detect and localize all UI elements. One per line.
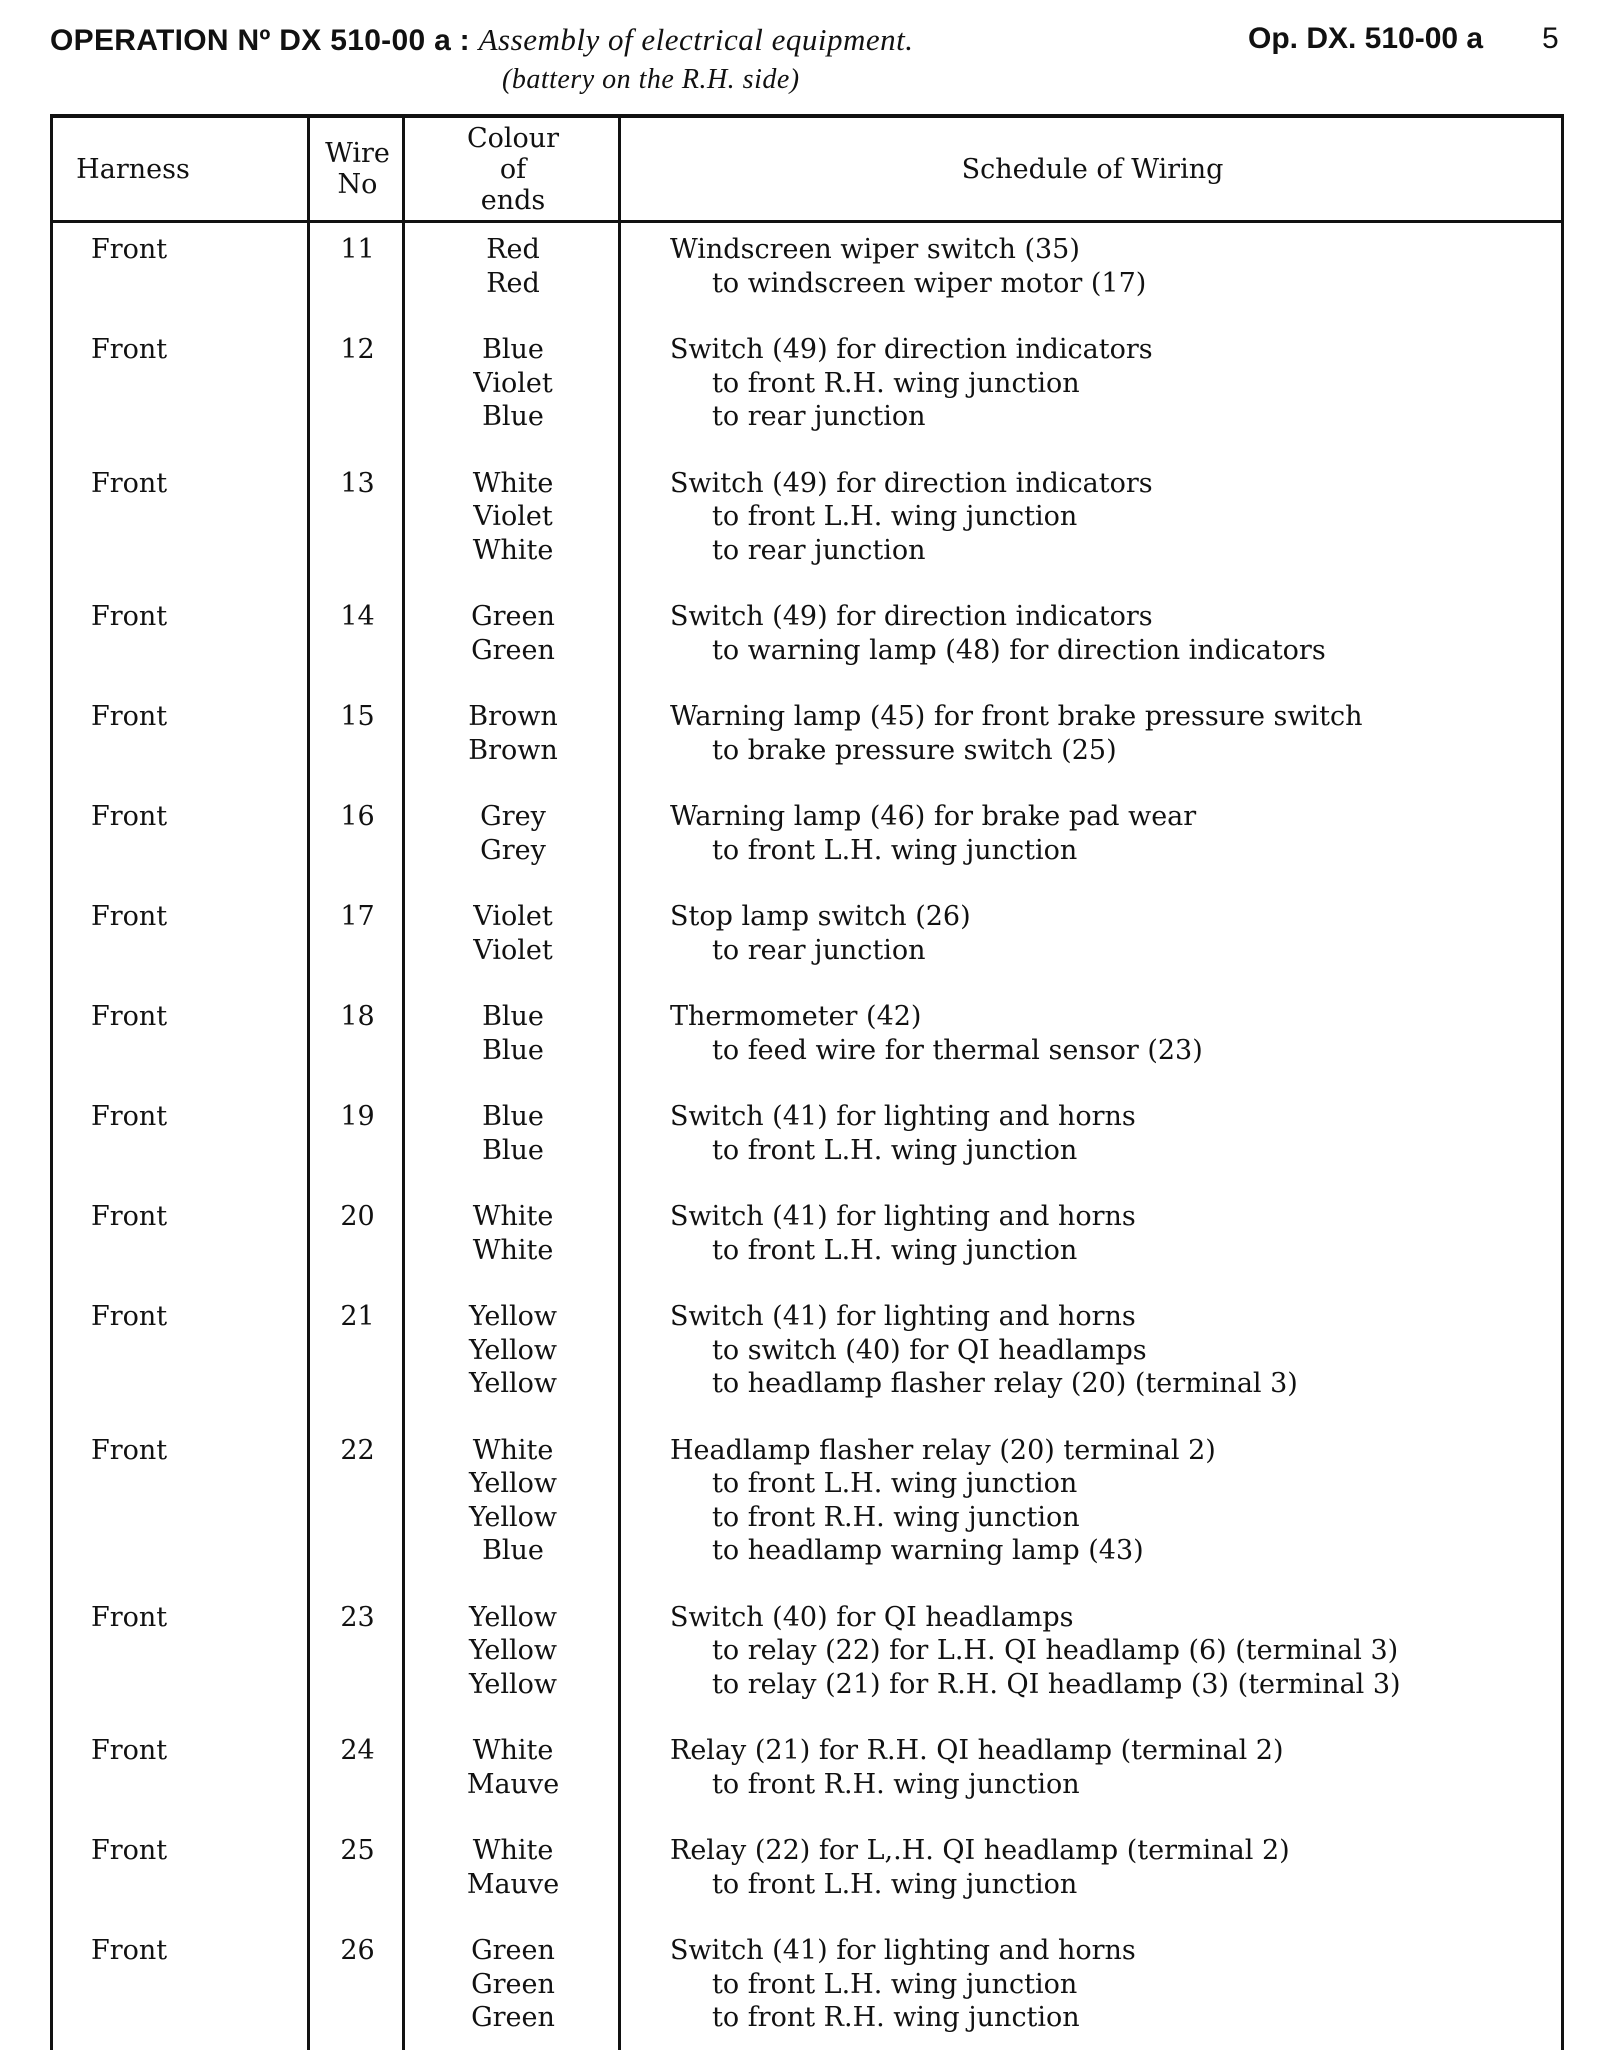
harness-cell: Front <box>91 801 168 832</box>
schedule-line: to front L.H. wing junction <box>712 501 1078 532</box>
schedule-line: to front R.H. wing junction <box>712 1501 1080 1533</box>
wire-number-cell: 18 <box>340 1001 375 1032</box>
wiring-table <box>50 114 1564 2050</box>
schedule-line: Switch (41) for lighting and horns <box>670 1201 1136 1232</box>
colour-value: Brown <box>468 701 558 732</box>
schedule-line: to windscreen wiper motor (17) <box>712 267 1147 299</box>
schedule-cell <box>670 800 1561 867</box>
colour-cell <box>405 333 621 434</box>
schedule-cell <box>670 1834 1561 1901</box>
colour-value: Red <box>486 234 540 265</box>
column-header-colour-of-ends: Colour of ends <box>466 122 560 216</box>
colour-value: Violet <box>473 901 553 932</box>
colour-value: Blue <box>482 1101 544 1132</box>
colour-value: Grey <box>480 834 546 866</box>
schedule-line: Stop lamp switch (26) <box>670 901 971 932</box>
schedule-line: to warning lamp (48) for direction indicators <box>712 634 1326 666</box>
colour-value: White <box>472 1234 554 1266</box>
schedule-cell <box>670 467 1561 568</box>
schedule-line: Switch (49) for direction indicators <box>670 334 1153 365</box>
operation-subtitle: Assembly of electrical equipment. <box>478 22 914 57</box>
table-row <box>53 900 1561 967</box>
colour-value: Mauve <box>466 1768 560 1800</box>
schedule-line: to rear junction <box>712 534 926 566</box>
wire-number-cell: 20 <box>340 1201 375 1232</box>
colour-value: Green <box>471 634 555 666</box>
schedule-line: Switch (41) for lighting and horns <box>670 1101 1136 1132</box>
schedule-line: Relay (22) for L,.H. QI headlamp (terminal 2) <box>670 1835 1290 1866</box>
colour-cell <box>405 233 621 300</box>
colour-value: White <box>472 1434 554 1466</box>
wire-number-cell: 17 <box>340 901 375 932</box>
colour-value: Yellow <box>468 1468 558 1499</box>
harness-cell: Front <box>91 1001 168 1032</box>
harness-cell: Front <box>91 601 168 632</box>
colour-cell <box>405 1834 621 1901</box>
operation-reference: Op. DX. 510-00 a <box>1248 22 1484 55</box>
schedule-line: to relay (22) for L.H. QI headlamp (6) (terminal 3) <box>712 1635 1399 1666</box>
harness-cell: Front <box>91 334 168 365</box>
colour-value: White <box>472 534 554 566</box>
schedule-line: to front R.H. wing junction <box>712 1768 1080 1800</box>
table-row <box>53 1100 1561 1167</box>
table-row <box>53 233 1561 300</box>
schedule-cell <box>670 1000 1561 1067</box>
schedule-line: to headlamp warning lamp (43) <box>712 1535 1144 1566</box>
harness-cell: Front <box>91 234 168 265</box>
schedule-line: to headlamp flasher relay (20) (terminal 3) <box>712 1368 1298 1399</box>
schedule-line: Relay (21) for R.H. QI headlamp (terminal 2) <box>670 1735 1284 1766</box>
colour-cell <box>405 1601 621 1702</box>
schedule-cell <box>670 1934 1561 2035</box>
schedule-line: to rear junction <box>712 934 926 966</box>
schedule-line: to front L.H. wing junction <box>712 1968 1078 2000</box>
schedule-line: to front R.H. wing junction <box>712 367 1080 399</box>
schedule-line: to brake pressure switch (25) <box>712 734 1117 766</box>
operation-title <box>50 22 914 58</box>
colour-value: Brown <box>468 734 558 766</box>
schedule-cell <box>670 1200 1561 1267</box>
table-row <box>53 467 1561 568</box>
colour-value: Yellow <box>468 1601 558 1633</box>
table-row <box>53 600 1561 667</box>
colour-value: Red <box>486 267 540 299</box>
colour-value: Mauve <box>466 1868 560 1900</box>
harness-cell: Front <box>91 1301 168 1332</box>
schedule-line: to rear junction <box>712 401 926 432</box>
schedule-line: to feed wire for thermal sensor (23) <box>712 1034 1203 1066</box>
table-body <box>53 223 1561 2068</box>
table-row <box>53 1834 1561 1901</box>
schedule-line: Warning lamp (46) for brake pad wear <box>670 801 1197 832</box>
operation-subtitle-2: (battery on the R.H. side) <box>502 64 800 95</box>
colour-value: Violet <box>473 367 553 399</box>
wire-number-cell: 11 <box>340 234 375 265</box>
colour-value: Green <box>471 1968 555 2000</box>
schedule-line: Switch (41) for lighting and horns <box>670 1935 1136 1966</box>
wire-number-cell: 19 <box>340 1101 375 1132</box>
schedule-line: Switch (49) for direction indicators <box>670 467 1153 499</box>
colour-cell <box>405 1300 621 1401</box>
colour-cell <box>405 1934 621 2035</box>
colour-cell <box>405 467 621 568</box>
table-row <box>53 1434 1561 1568</box>
colour-value: Blue <box>482 1034 544 1066</box>
schedule-line: Headlamp flasher relay (20) terminal 2) <box>670 1434 1216 1466</box>
harness-cell: Front <box>91 1735 168 1766</box>
schedule-cell <box>670 1100 1561 1167</box>
wire-number-cell: 16 <box>340 801 375 832</box>
colour-cell <box>405 1734 621 1801</box>
colour-value: Green <box>471 1935 555 1966</box>
schedule-cell <box>670 333 1561 434</box>
colour-value: Yellow <box>468 1368 558 1399</box>
column-header-schedule: Schedule of Wiring <box>961 153 1224 185</box>
colour-value: White <box>472 1201 554 1232</box>
schedule-cell <box>670 1601 1561 1702</box>
schedule-line: Thermometer (42) <box>670 1001 922 1032</box>
wire-number-cell: 22 <box>340 1434 375 1466</box>
table-row <box>53 1200 1561 1267</box>
schedule-cell <box>670 1734 1561 1801</box>
colour-value: Grey <box>480 801 546 832</box>
colour-value: Yellow <box>468 1668 558 1700</box>
colour-value: Green <box>471 2002 555 2033</box>
wire-number-cell: 26 <box>340 1935 375 1966</box>
colour-cell <box>405 1200 621 1267</box>
schedule-line: to front L.H. wing junction <box>712 834 1078 866</box>
page-number: 5 <box>1542 22 1559 55</box>
schedule-line: to switch (40) for QI headlamps <box>712 1334 1147 1366</box>
table-row <box>53 1000 1561 1067</box>
colour-value: White <box>472 1835 554 1866</box>
schedule-line: to front L.H. wing junction <box>712 1234 1078 1266</box>
harness-cell: Front <box>91 901 168 932</box>
wire-number-cell: 24 <box>340 1735 375 1766</box>
schedule-cell <box>670 233 1561 300</box>
schedule-line: Windscreen wiper switch (35) <box>670 234 1080 265</box>
operation-number: OPERATION Nº DX 510-00 a : <box>50 24 479 57</box>
schedule-line: to relay (21) for R.H. QI headlamp (3) (terminal 3) <box>712 1668 1401 1700</box>
harness-cell: Front <box>91 1434 168 1466</box>
colour-value: Yellow <box>468 1635 558 1666</box>
table-row <box>53 700 1561 767</box>
column-header-harness: Harness <box>76 153 190 185</box>
colour-value: Green <box>471 601 555 632</box>
colour-value: White <box>472 467 554 499</box>
table-row <box>53 333 1561 434</box>
wire-number-cell: 14 <box>340 601 375 632</box>
table-row <box>53 1934 1561 2035</box>
colour-cell <box>405 700 621 767</box>
colour-value: Blue <box>482 334 544 365</box>
colour-value: Violet <box>473 934 553 966</box>
harness-cell: Front <box>91 1101 168 1132</box>
schedule-line: Switch (40) for QI headlamps <box>670 1601 1074 1633</box>
colour-cell <box>405 1434 621 1568</box>
colour-value: Violet <box>473 501 553 532</box>
wire-number-cell: 23 <box>340 1601 375 1633</box>
wire-number-cell: 15 <box>340 701 375 732</box>
schedule-line: to front R.H. wing junction <box>712 2002 1080 2033</box>
colour-value: Yellow <box>468 1501 558 1533</box>
harness-cell: Front <box>91 1201 168 1232</box>
wire-number-cell: 25 <box>340 1835 375 1866</box>
colour-cell <box>405 1100 621 1167</box>
wire-number-cell: 21 <box>340 1301 375 1332</box>
schedule-line: to front L.H. wing junction <box>712 1868 1078 1900</box>
colour-value: Blue <box>482 1001 544 1032</box>
column-header-wire-no: Wire No <box>325 138 390 200</box>
schedule-cell <box>670 600 1561 667</box>
table-row <box>53 1601 1561 1702</box>
colour-value: Blue <box>482 1134 544 1166</box>
colour-value: Blue <box>482 401 544 432</box>
colour-cell <box>405 900 621 967</box>
schedule-line: Switch (41) for lighting and horns <box>670 1301 1136 1332</box>
schedule-line: to front L.H. wing junction <box>712 1468 1078 1499</box>
wire-number-cell: 12 <box>340 334 375 365</box>
schedule-cell <box>670 900 1561 967</box>
colour-value: Blue <box>482 1535 544 1566</box>
schedule-line: Warning lamp (45) for front brake pressure switch <box>670 701 1363 732</box>
table-row <box>53 1300 1561 1401</box>
schedule-line: Switch (49) for direction indicators <box>670 601 1153 632</box>
table-row <box>53 1734 1561 1801</box>
colour-value: White <box>472 1735 554 1766</box>
colour-value: Yellow <box>468 1301 558 1332</box>
table-row <box>53 800 1561 867</box>
harness-cell: Front <box>91 467 168 499</box>
colour-value: Yellow <box>468 1334 558 1366</box>
harness-cell: Front <box>91 1935 168 1966</box>
schedule-cell <box>670 1300 1561 1401</box>
harness-cell: Front <box>91 701 168 732</box>
schedule-cell <box>670 1434 1561 1568</box>
schedule-cell <box>670 700 1561 767</box>
schedule-line: to front L.H. wing junction <box>712 1134 1078 1166</box>
harness-cell: Front <box>91 1601 168 1633</box>
colour-cell <box>405 600 621 667</box>
harness-cell: Front <box>91 1835 168 1866</box>
colour-cell <box>405 1000 621 1067</box>
colour-cell <box>405 800 621 867</box>
wire-number-cell: 13 <box>340 467 375 499</box>
